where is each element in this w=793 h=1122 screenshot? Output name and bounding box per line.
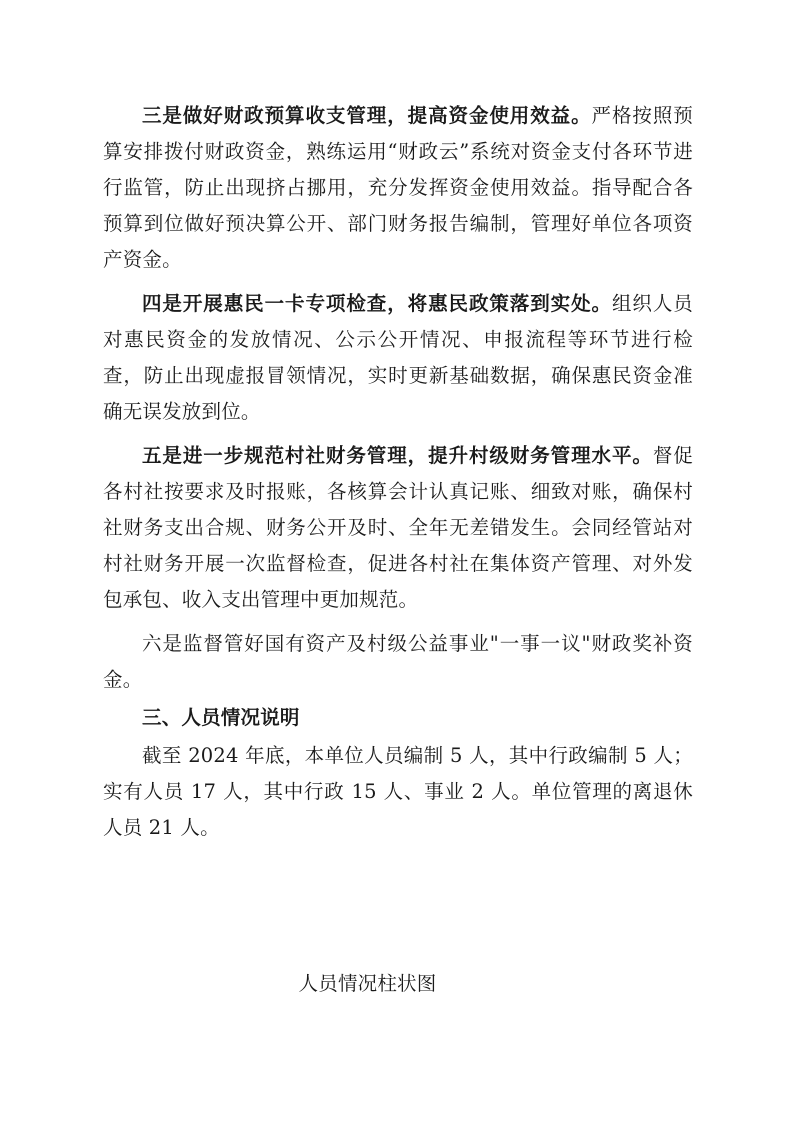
paragraph-staffing: 截至 2024 年底，本单位人员编制 5 人，其中行政编制 5 人；实有人员 17 人，其中行政 15 人、事业 2 人。单位管理的离退休人员 21 人。 xyxy=(103,744,693,839)
paragraph-budget-management xyxy=(103,98,693,278)
paragraph-village-finance xyxy=(103,438,693,618)
paragraph-lead: 四是开展惠民一卡专项检查，将惠民政策落到实处。 xyxy=(142,292,612,315)
paragraph-body: 组织人员对惠民资金的发放情况、公示公开情况、申报流程等环节进行检查，防止出现虚报冒领情况，实时更新基础数据，确保惠民资金准确无误发放到位。 xyxy=(103,292,693,423)
paragraph-lead: 三是做好财政预算收支管理，提高资金使用效益。 xyxy=(142,104,592,127)
paragraph-body: 六是监督管好国有资产及村级公益事业"一事一议"财政奖补资金。 xyxy=(103,632,693,691)
paragraph-state-assets xyxy=(103,626,693,698)
paragraph-body: 严格按照预算安排拨付财政资金，熟练运用“财政云”系统对资金支付各环节进行监管，防止出现挤占挪用，充分发挥资金使用效益。指导配合各预算到位做好预决算公开、部门财务报告编制，管理好单位各项资产资金。 xyxy=(103,104,693,271)
chart-caption: 人员情况柱状图 xyxy=(298,972,437,995)
section-heading-staffing: 三、人员情况说明 xyxy=(142,706,300,729)
paragraph-lead: 五是进一步规范村社财务管理，提升村级财务管理水平。 xyxy=(142,444,653,467)
paragraph-body: 督促各村社按要求及时报账，各核算会计认真记账、细致对账，确保村社财务支出合规、财务公开及时、全年无差错发生。会同经管站对村社财务开展一次监督检查，促进各村社在集体资产管理、对外发包承包、收入支出管理中更加规范。 xyxy=(103,444,693,611)
paragraph-benefit-card-inspection xyxy=(103,286,693,430)
